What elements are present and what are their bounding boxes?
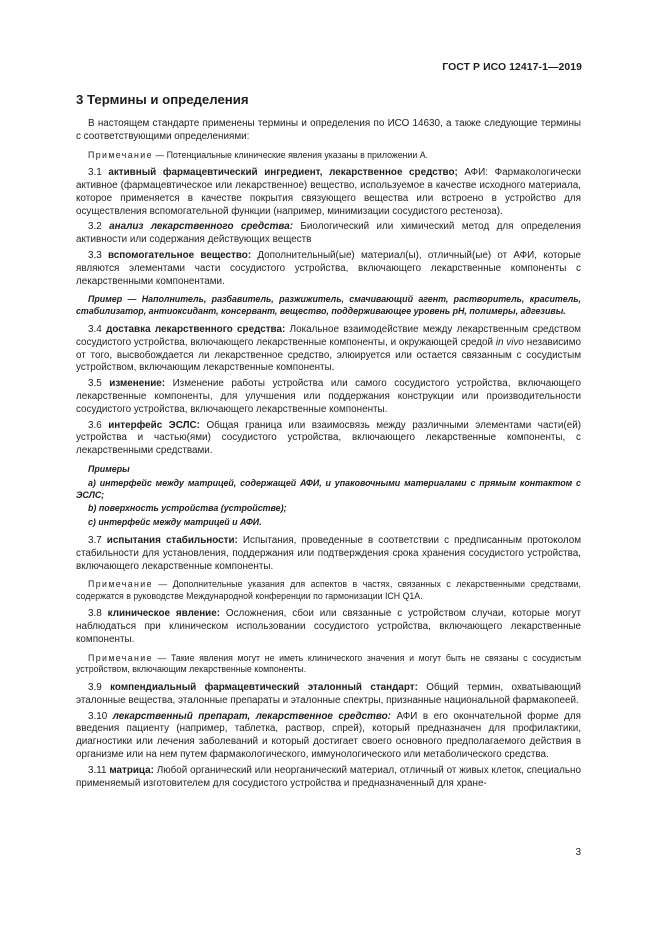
term-name: активный фармацевтический ингредиент, лекарственное средство; [108, 167, 458, 179]
term-definition: Изменение работы устройства или самого сосудистого устройства, включающего лекарственные компоненты, для улучшения или поддержания конструкции или производительности сосудистого устройства, включающего лекарственные компоненты. [76, 378, 581, 415]
note-label: Примечание [88, 149, 153, 160]
term-number: 3.8 [88, 608, 108, 620]
term-number: 3.3 [88, 249, 108, 261]
term-3-1 [76, 167, 581, 218]
note-paragraph [76, 579, 581, 602]
term-3-5 [76, 378, 581, 416]
note-label: Примечание [88, 579, 153, 590]
document-id-header: ГОСТ Р ИСО 12417-1—2019 [442, 62, 582, 73]
term-3-10 [76, 711, 581, 762]
term-definition-cont: независимо от того, высвобождается ли лекарственное средство, элюируется или остается связанным с сосудистым устройством, включающим лекарственные компоненты. [76, 336, 581, 374]
example-paragraph: Пример — Наполнитель, разбавитель, разжижитель, смачивающий агент, растворитель, краситель, стабилизатор, антиоксидант, консервант, вещество, поддерживающее уровень pH, полимеры, адгезивы. [76, 294, 581, 317]
section-body [76, 118, 581, 790]
page-number: 3 [575, 847, 581, 858]
note-paragraph [76, 150, 581, 162]
term-definition: Испытания, проведенные в соответствии с предписанным протоколом стабильности для установления, поддержания или подтверждения срока хранения сосудистого устройства, включающего лекарственные компоненты. [76, 534, 582, 572]
term-name: интерфейс ЭСЛС: [108, 419, 200, 431]
term-name: изменение: [109, 378, 166, 390]
term-3-6 [76, 420, 581, 458]
note-text: — Дополнительные указания для аспектов в частях, связанных с лекарственными средствами, содержатся в руководстве Международной конференции по гармонизации ICH Q1A. [76, 579, 581, 601]
term-number: 3.11 [88, 764, 110, 776]
term-number: 3.2 [88, 221, 110, 233]
term-number: 3.10 [88, 710, 113, 722]
term-number: 3.6 [88, 419, 109, 431]
term-definition: АФИ: Фармакологически активное (фармацевтическое или лекарственное) вещество, используемое в качестве исходного материала, которое применяется в качестве покрытия связующего вещества или встроено в устройство для осуществления вспомогательной функции (например, минимизации сосудистого рестеноза). [76, 167, 581, 217]
term-definition: Биологический или химический метод для определения активности или содержания действующих веществ [76, 221, 581, 246]
term-name: доставка лекарственного средства: [106, 323, 286, 335]
term-3-4 [76, 324, 581, 375]
example-item: a) интерфейс между матрицей, содержащей АФИ, и упаковочными материалами с прямым контактом с ЭСЛС; [76, 477, 581, 500]
term-3-7 [76, 535, 581, 573]
term-3-3 [76, 250, 581, 288]
term-definition: Общая граница или взаимосвязь между различными элементами части(ей) устройства и частью(ями) сосудистого устройства, включающего лекарственные компоненты, с лекарственными средствами. [76, 419, 581, 457]
note-paragraph [76, 653, 581, 676]
term-name: компендиальный фармацевтический эталонный стандарт: [110, 682, 418, 694]
term-name: клиническое явление: [107, 608, 221, 620]
intro-paragraph: В настоящем стандарте применены термины и определения по ИСО 14630, а также следующие термины с соответствующими определениями: [76, 118, 581, 142]
term-name: испытания стабильности: [106, 534, 238, 546]
term-definition: Осложнения, сбои или связанные с устройством случаи, которые могут наблюдаться при клиническом использовании сосудистого устройства, включающего лекарственные компоненты. [76, 608, 581, 646]
term-number: 3.7 [88, 534, 107, 546]
term-number: 3.1 [88, 167, 109, 179]
note-text: — Потенциальные клинические явления указаны в приложении А. [152, 149, 429, 160]
term-3-9 [76, 682, 581, 708]
term-number: 3.9 [88, 682, 111, 694]
examples-title: Примеры [88, 463, 130, 474]
term-3-11 [76, 765, 581, 791]
term-number: 3.4 [88, 323, 107, 335]
term-definition: Любой органический или неорганический материал, отличный от живых клеток, специально применяемый изготовителем для сосудистого устройства и предназначенный для хране- [76, 764, 581, 789]
term-number: 3.5 [88, 378, 110, 390]
example-item: c) интерфейс между матрицей и АФИ. [88, 517, 262, 528]
note-text: — Такие явления могут не иметь клинического значения и могут быть не связаны с сосудистым устройством, включающим лекарственные компоненты. [76, 652, 581, 675]
term-definition: Общий термин, охватывающий эталонные вещества, эталонные препараты и эталонные спектры, признанные национальной фармакопеей. [76, 682, 581, 706]
term-definition: Локальное взаимодействие между лекарственным средством сосудистого устройства, включающего лекарственные компоненты, и окружающей средой [76, 323, 581, 348]
term-3-2 [76, 221, 581, 247]
term-name: лекарственный препарат, лекарственное средство: [112, 710, 391, 722]
section-heading: 3 Термины и определения [76, 92, 249, 107]
term-3-8 [76, 608, 581, 646]
term-definition: АФИ в его окончательной форме для введения пациенту (например, таблетка, раствор, спрей), который предназначен для профилактики, диагностики или лечения заболеваний и который достигает своего основного предполагаемого действия в организме или на нем путем фармакологического, иммунологического или метаболического средства. [76, 710, 581, 761]
example-item: b) поверхность устройства (устройстве); [88, 503, 287, 514]
term-definition: Дополнительный(ые) материал(ы), отличный(ые) от АФИ, которые являются элементами части сосудистого устройства, включающего лекарственные компоненты с лекарственными компонентами. [76, 249, 581, 287]
note-label: Примечание [88, 652, 153, 663]
term-name: матрица: [109, 764, 154, 776]
term-name: анализ лекарственного средства: [109, 221, 294, 233]
term-name: вспомогательное вещество: [107, 249, 252, 261]
latin-term: in vivo [495, 336, 524, 348]
